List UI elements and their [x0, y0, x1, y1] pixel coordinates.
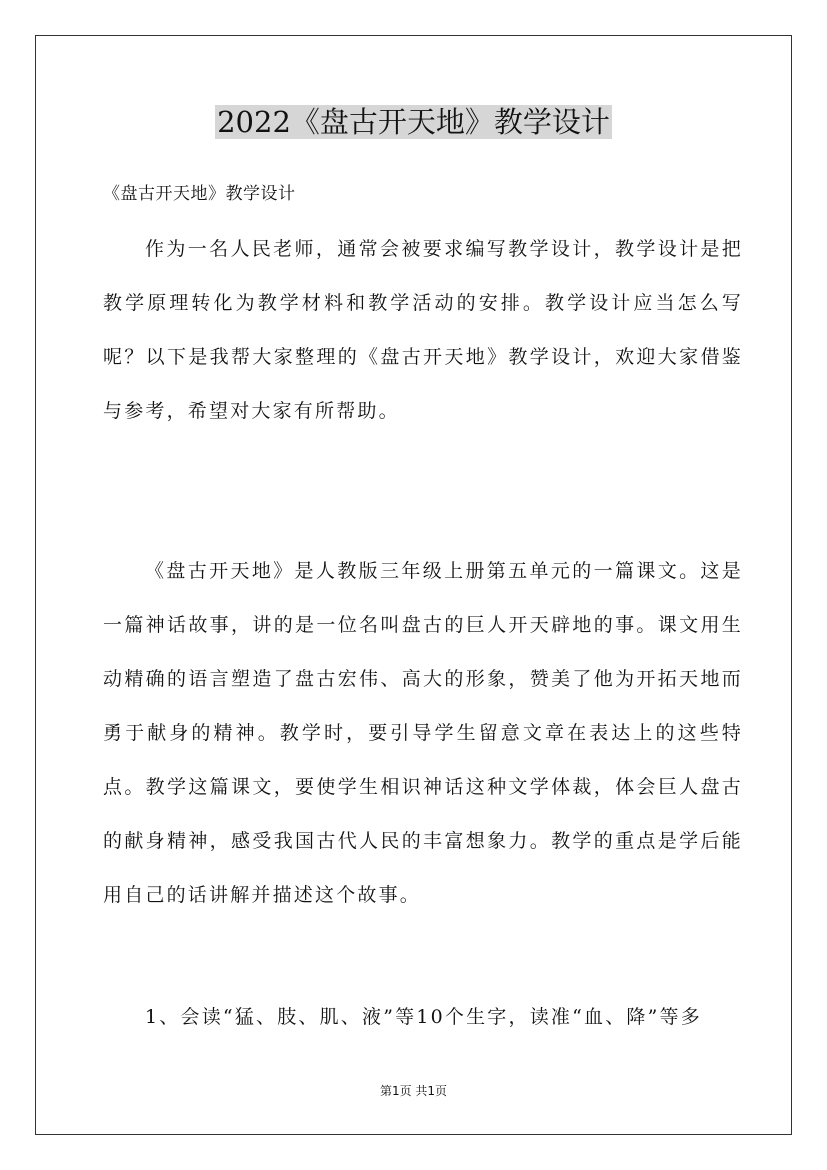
page-footer: 第1页 共1页 — [379, 1084, 448, 1098]
document-title-text: 2022《盘古开天地》教学设计 — [217, 105, 610, 139]
lesson-overview-paragraph: 《盘古开天地》是人教版三年级上册第五单元的一篇课文。这是一篇神话故事，讲的是一位名叫盘古的巨人开天辟地的事。课文用生动精确的语言塑造了盘古宏伟、高大的形象，赞美了他为开拓天地而勇于献身的精神。教学时，要引导学生留意文章在表达上的这些特点。教学这篇课文，要使学生相识神话这种文学体裁，体会巨人盘古的献身精神，感受我国古代人民的丰富想象力。教学的重点是学后能用自己的话讲解并描述这个故事。 — [103, 560, 743, 906]
intro-paragraph: 作为一名人民老师，通常会被要求编写教学设计，教学设计是把教学原理转化为教学材料和教学活动的安排。教学设计应当怎么写呢？以下是我帮大家整理的《盘古开天地》教学设计，欢迎大家借鉴与参考，希望对大家有所帮助。 — [103, 238, 743, 422]
objective-item-1: 1、会读“猛、肢、肌、液”等10个生字，读准“血、降”等多 — [145, 1006, 702, 1028]
document-title — [0, 100, 827, 144]
document-subtitle: 《盘古开天地》教学设计 — [103, 184, 296, 204]
